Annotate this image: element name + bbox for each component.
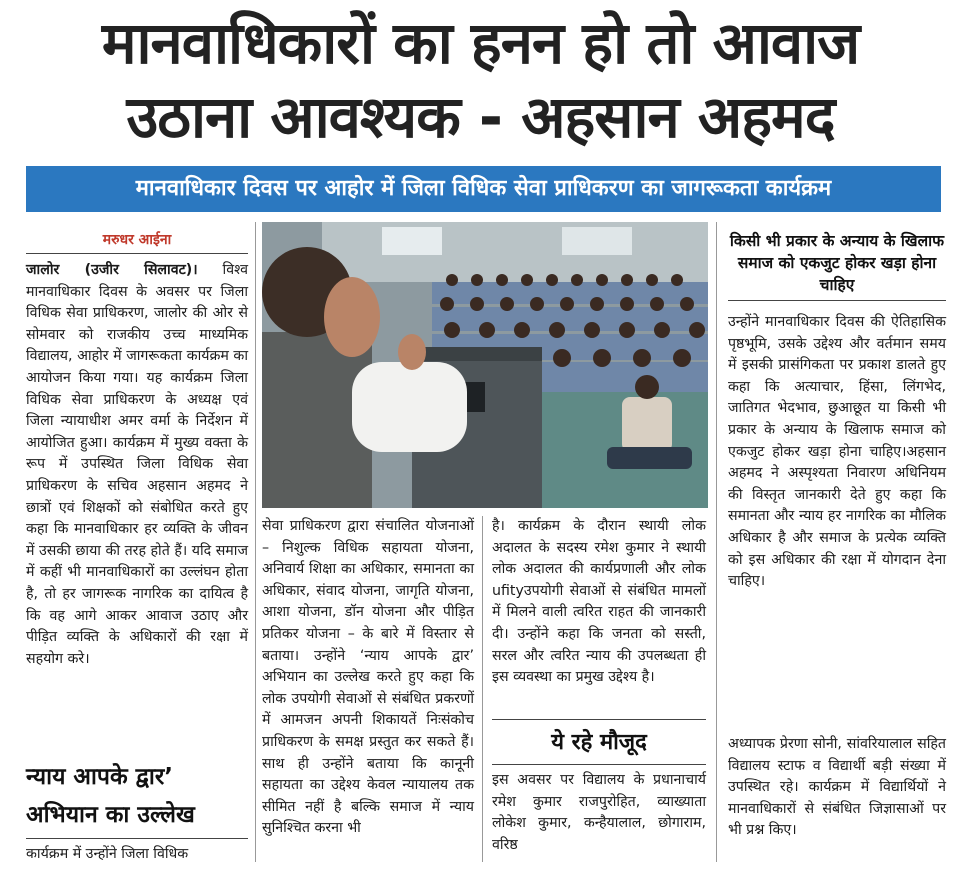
column-divider-3 <box>716 222 717 862</box>
headline-line-1: मानवाधिकारों का हनन हो तो आवाज <box>101 9 860 77</box>
sub-headline-banner: मानवाधिकार दिवस पर आहोर में जिला विधिक सेवा प्राधिकरण का जागरूकता कार्यक्रम <box>26 166 941 212</box>
subhead-top-rule <box>492 719 706 720</box>
headline-line-2: उठाना आवश्यक - अहसान अहमद <box>126 83 835 151</box>
column-divider-2 <box>482 516 483 862</box>
article-column-3-tail <box>492 770 706 856</box>
article-column-4-tail <box>728 734 946 842</box>
event-photo <box>262 222 708 508</box>
byline: मरुधर आईना <box>102 232 172 248</box>
article-column-2 <box>262 516 474 840</box>
dateline: जालोर (उजीर सिलावट)। <box>26 262 198 278</box>
headline <box>8 6 953 154</box>
column-divider <box>255 222 256 862</box>
column-1-tail-text: कार्यक्रम में उन्होंने जिला विधिक <box>26 846 189 862</box>
subhead-rule <box>26 838 248 839</box>
article-column-4 <box>728 312 946 593</box>
column-1-paragraph: विश्व मानवाधिकार दिवस के अवसर पर जिला विधिक सेवा प्राधिकरण, जालोर की ओर से सोमवार को राजकीय उच्च माध्यमिक विद्यालय, आहोर में जागरूकता कार्यक्रम का आयोजन किया गया। यह कार्यक्रम जिला विधिक सेवा प्राधिकरण के अध्यक्ष एवं जिला न्यायाधीश अमर वर्मा के निर्देशन में आयोजित हुआ। कार्यक्रम में मुख्य वक्ता के रूप में उपस्थित जिला विधिक सेवा प्राधिकरण के सचिव अहसान अहमद ने छात्रों एवं शिक्षकों को संबोधित करते हुए कहा कि मानवाधिकार हर व्यक्ति के जीवन में उसकी छाया की तरह होते हैं। यदि समाज में कहीं भी मानवाधिकारों का उल्लंघन होता है, तो हर जागरूक नागरिक का दायित्व है कि वह आगे आकर आवाज उठाए और पीड़ित व्यक्ति के अधिकारों की रक्षा में सहयोग करे। <box>26 262 248 667</box>
column-1-tail <box>26 844 248 866</box>
subhead-ye-rahe-maujood: ये रहे मौजूद <box>551 730 647 755</box>
column-2-paragraph: सेवा प्राधिकरण द्वारा संचालित योजनाओं – निशुल्क विधिक सहायता योजना, अनिवार्य शिक्षा का अधिकार, समानता का अधिकार, संवाद योजना, जागृति योजना, आशा योजना, डॉन योजना और पीड़ित प्रतिकर योजना – के बारे में विस्तार से बताया। उन्होंने ‘न्याय आपके द्वार’ अभियान का उल्लेख करते हुए कहा कि लोक उपयोगी सेवाओं से संबंधित प्रकरणों में आमजन अपनी शिकायतें निःसंकोच प्राधिकरण के समक्ष प्रस्तुत कर सकते हैं। साथ ही उन्होंने बताया कि कानूनी सहायता का उद्देश्य केवल न्यायालय तक सीमित नहीं है बल्कि समाज में न्याय सुनिश्चित करना भी <box>262 518 474 837</box>
article-column-1 <box>26 260 248 670</box>
column-3-tail-text: इस अवसर पर विद्यालय के प्रधानाचार्य रमेश कुमार राजपुरोहित, व्याख्याता लोकेश कुमार, कन्हैयालाल, छोगाराम, वरिष्ठ <box>492 772 706 853</box>
pull-quote-title: किसी भी प्रकार के अन्याय के खिलाफ समाज को एकजुट होकर खड़ा होना चाहिए <box>729 232 945 294</box>
column-3-paragraph: है। कार्यक्रम के दौरान स्थायी लोक अदालत के सदस्य रमेश कुमार ने स्थायी लोक अदालत की कार्यप्रणाली और लोक ufityउपयोगी सेवाओं से संबंधित मामलों में मिलने वाली त्वरित राहत की जानकारी दी। उन्होंने कहा कि जनता को सस्ती, सरल और त्वरित न्याय की उपलब्धता ही इस व्यवस्था का प्रमुख उद्देश्य है। <box>492 518 706 686</box>
event-photo-illustration <box>262 222 708 508</box>
pull-quote-rule <box>728 300 946 301</box>
article-column-3 <box>492 516 706 689</box>
column-4-tail-text: अध्यापक प्रेरणा सोनी, सांवरियालाल सहित विद्यालय स्टाफ व विद्यार्थी बड़ी संख्या में उपस्थित रहे। कार्यक्रम में विद्यार्थियों ने मानवाधिकारों से संबंधित जिज्ञासाओं पर भी प्रश्न किए। <box>728 736 946 839</box>
subhead-nyay-aapke-dwar: न्याय आपके द्वार’ अभियान का उल्लेख <box>26 764 195 828</box>
byline-rule <box>26 253 248 254</box>
subhead-bottom-rule <box>492 764 706 765</box>
column-4-paragraph: उन्होंने मानवाधिकार दिवस की ऐतिहासिक पृष्ठभूमि, उसके उद्देश्य और वर्तमान समय में इसकी प्रासंगिकता पर प्रकाश डालते हुए कहा कि अत्याचार, हिंसा, लिंगभेद, जातिगत भेदभाव, छुआछूत या किसी भी प्रकार के अन्याय के खिलाफ समाज को एकजुट होकर खड़ा होना चाहिए।अहसान अहमद ने अस्पृश्यता निवारण अधिनियम की विस्तृत जानकारी देते हुए कहा कि समानता और न्याय हर नागरिक का मौलिक अधिकार है और समाज के प्रत्येक व्यक्ति को इस अधिकार की रक्षा में योगदान देना चाहिए। <box>728 314 946 590</box>
